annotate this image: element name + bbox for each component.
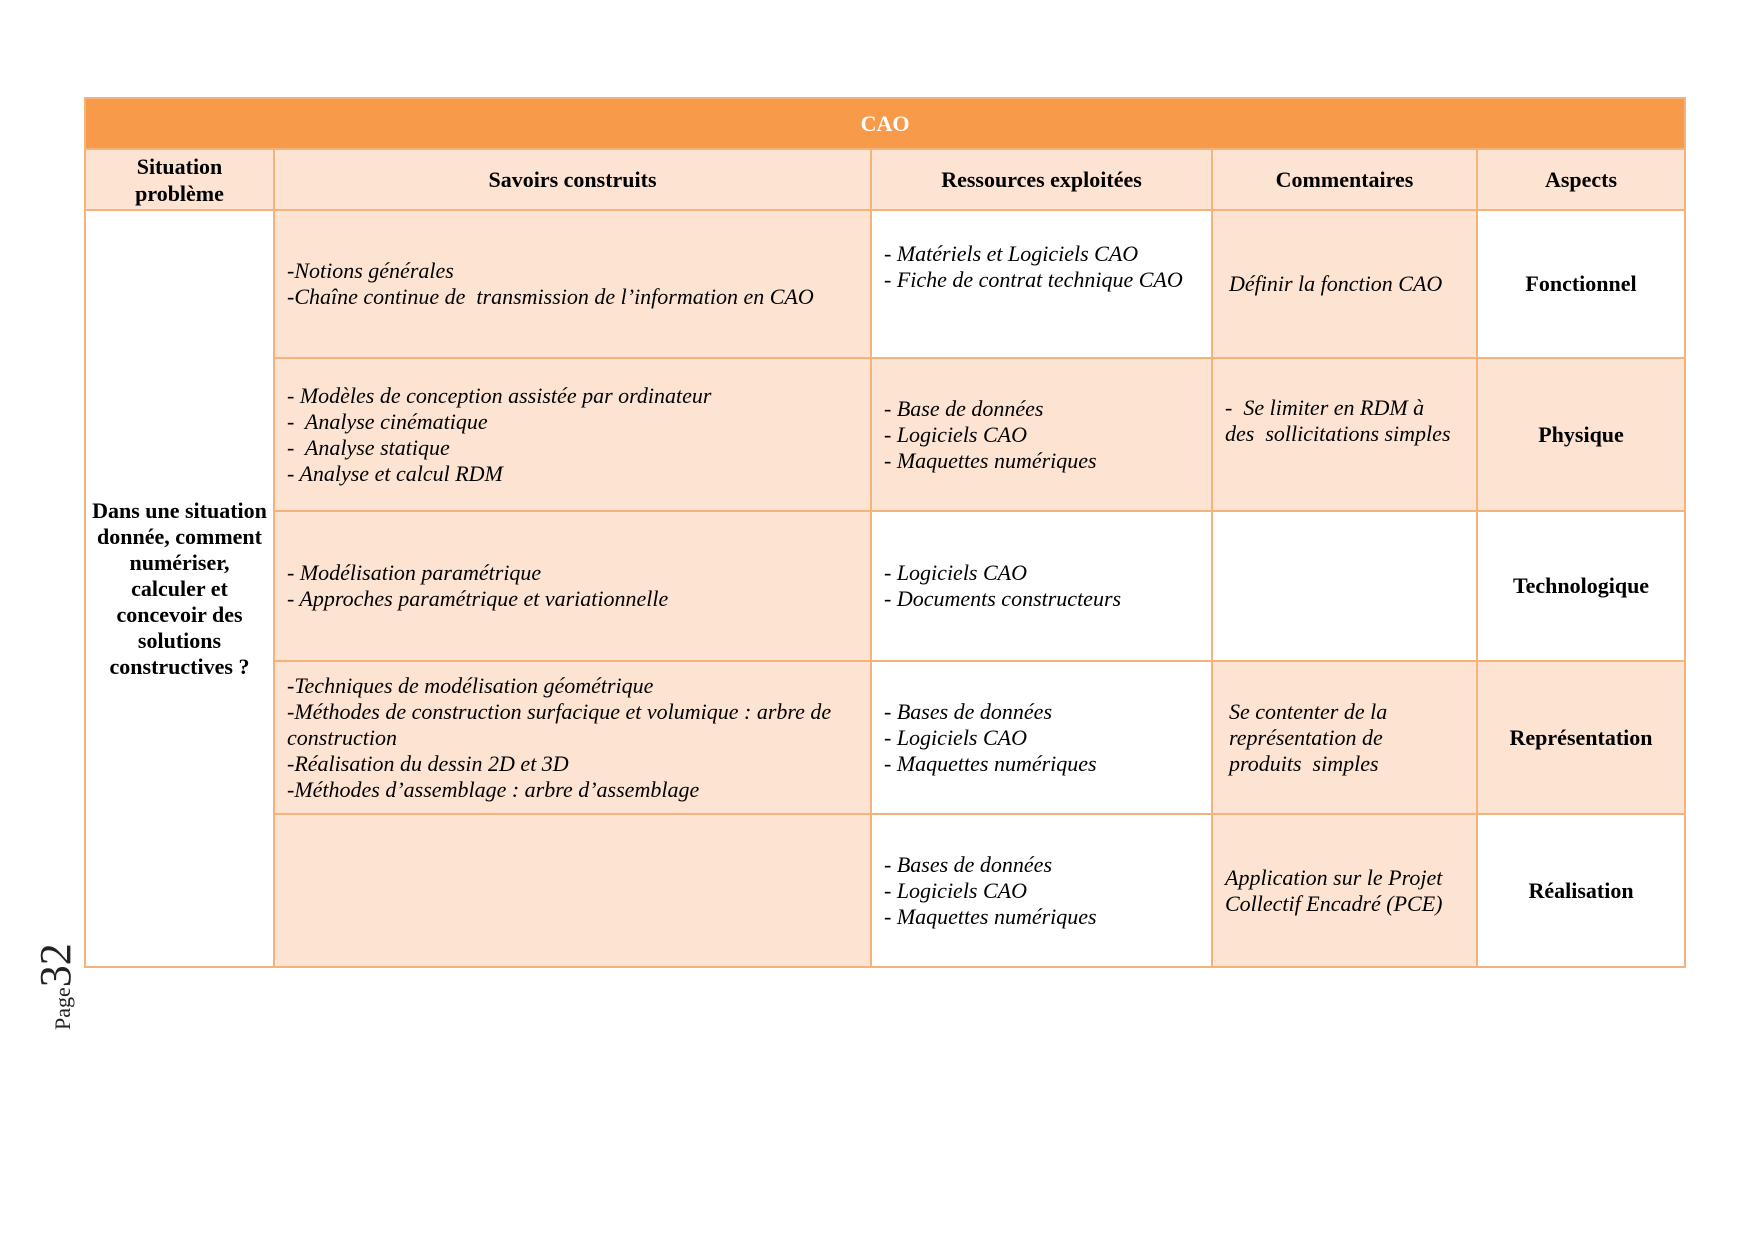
savoirs-line: -Techniques de modélisation géométrique: [287, 672, 654, 698]
aspect-cell: Physique: [1477, 358, 1685, 511]
commentaires-line: Se contenter de la: [1229, 698, 1388, 724]
savoirs-line: - Analyse et calcul RDM: [287, 460, 503, 486]
ressources-line: - Logiciels CAO: [884, 724, 1027, 750]
savoirs-line: - Analyse cinématique: [287, 408, 488, 434]
ressources-line: - Base de données: [884, 395, 1044, 421]
table-row: [85, 511, 1685, 661]
situation-text: Dans une situation donnée, comment numériser, calculer et concevoir des solutions constructives ?: [92, 497, 267, 679]
savoirs-line: -Méthodes de construction surfacique et volumique : arbre de construction: [287, 698, 837, 750]
header-ressources: Ressources exploitées: [871, 149, 1212, 210]
cao-table: [84, 97, 1686, 968]
savoirs-line: -Chaîne continue de transmission de l’information en CAO: [287, 284, 814, 309]
ressources-cell: [871, 661, 1212, 814]
savoirs-line: -Réalisation du dessin 2D et 3D: [287, 750, 569, 776]
ressources-line: - Maquettes numériques: [884, 447, 1097, 473]
savoirs-cell: [274, 661, 871, 814]
ressources-line: - Maquettes numériques: [884, 903, 1097, 929]
commentaires-cell: [1212, 358, 1477, 511]
table-row: [85, 210, 1685, 358]
savoirs-line: - Analyse statique: [287, 434, 450, 460]
ressources-line: - Fiche de contrat technique CAO: [884, 267, 1183, 292]
savoirs-line: - Modélisation paramétrique: [287, 560, 542, 585]
commentaires-line: Application sur le Projet: [1225, 864, 1443, 890]
savoirs-cell: [274, 358, 871, 511]
table-row: [85, 814, 1685, 967]
savoirs-line: - Modèles de conception assistée par ordinateur: [287, 382, 712, 408]
table-row: [85, 661, 1685, 814]
ressources-line: - Logiciels CAO: [884, 877, 1027, 903]
header-savoirs: Savoirs construits: [274, 149, 871, 210]
ressources-cell: [871, 511, 1212, 661]
commentaires-cell: [1212, 210, 1477, 358]
aspect-cell: Réalisation: [1477, 814, 1685, 967]
ressources-line: - Documents constructeurs: [884, 586, 1122, 611]
ressources-line: - Matériels et Logiciels CAO: [884, 241, 1139, 266]
ressources-cell: [871, 358, 1212, 511]
situation-problem-cell: [85, 210, 274, 967]
ressources-line: - Logiciels CAO: [884, 560, 1027, 585]
header-situation: Situation problème: [85, 149, 274, 210]
ressources-line: - Bases de données: [884, 851, 1053, 877]
commentaires-line: produits simples: [1229, 750, 1379, 776]
aspect-cell: Représentation: [1477, 661, 1685, 814]
savoirs-line: - Approches paramétrique et variationnelle: [287, 586, 669, 611]
header-commentaires: Commentaires: [1212, 149, 1477, 210]
aspect-cell: Technologique: [1477, 511, 1685, 661]
savoirs-cell: [274, 511, 871, 661]
savoirs-line: -Méthodes d’assemblage : arbre d’assemblage: [287, 776, 700, 802]
commentaires-cell: [1212, 814, 1477, 967]
table-title: CAO: [85, 98, 1685, 149]
savoirs-cell: [274, 210, 871, 358]
commentaires-line: représentation de: [1229, 724, 1383, 750]
ressources-line: - Bases de données: [884, 698, 1053, 724]
page-number-value: 32: [31, 943, 80, 988]
commentaires-line: Définir la fonction CAO: [1229, 271, 1443, 296]
page-label: Page: [50, 987, 75, 1030]
ressources-cell: [871, 814, 1212, 967]
aspect-cell: Fonctionnel: [1477, 210, 1685, 358]
ressources-line: - Logiciels CAO: [884, 421, 1027, 447]
commentaires-cell: [1212, 661, 1477, 814]
savoirs-line: -Notions générales: [287, 258, 454, 283]
commentaires-line: - Se limiter en RDM à: [1225, 395, 1425, 420]
commentaires-line: Collectif Encadré (PCE): [1225, 890, 1443, 916]
commentaires-cell: [1212, 511, 1477, 661]
table-row: [85, 358, 1685, 511]
page-number: [30, 943, 81, 1030]
ressources-line: - Maquettes numériques: [884, 750, 1097, 776]
savoirs-cell: [274, 814, 871, 967]
commentaires-line: des sollicitations simples: [1225, 421, 1451, 446]
ressources-cell: [871, 210, 1212, 358]
header-aspects: Aspects: [1477, 149, 1685, 210]
